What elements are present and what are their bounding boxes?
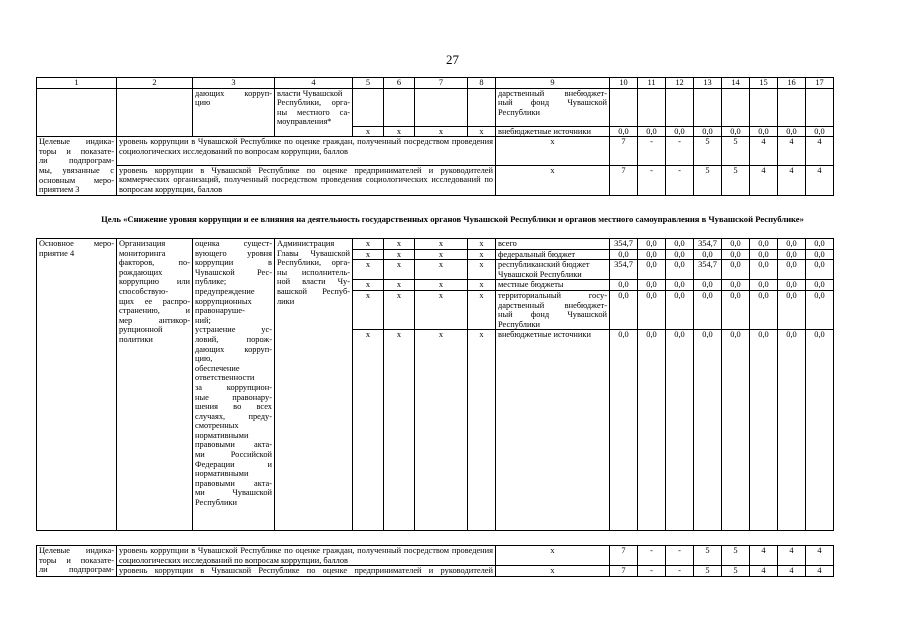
text-line: дарственный внебюджет- (498, 300, 607, 310)
x-mark: x (496, 165, 610, 195)
x-mark: x (468, 249, 496, 260)
funding-source (496, 249, 610, 260)
text-line: Администрация (277, 239, 335, 248)
event-task-cell (193, 239, 275, 531)
text-line: смотренных (195, 421, 239, 431)
value-cell: 4 (806, 566, 834, 577)
value-cell: 0,0 (694, 249, 722, 260)
indicator-text: уровень коррупции в Чувашской Республике по оценке граждан, полученный посредством проведения социологических исследований по вопросам коррупции, баллов (117, 137, 496, 166)
text-line: внебюджетные источники (498, 330, 591, 340)
value-cell: 7 (610, 566, 638, 577)
value-cell: 0,0 (778, 249, 806, 260)
value-cell: 0,0 (722, 260, 750, 280)
value-cell: 0,0 (638, 249, 666, 260)
funding-source (496, 330, 610, 531)
value-cell: 0,0 (806, 330, 834, 531)
continuation-row (37, 88, 834, 126)
col-header: 15 (750, 78, 778, 89)
value-cell: 0,0 (806, 280, 834, 291)
page-number: 27 (446, 52, 459, 67)
text-line: местные бюджеты (498, 280, 564, 290)
text-line: ми Российской (195, 450, 272, 460)
x-mark: x (468, 239, 496, 250)
value-cell: 5 (722, 137, 750, 166)
text-line: публике; (195, 277, 227, 287)
value-cell: 0,0 (666, 290, 694, 329)
text-line: ловий, порож- (195, 334, 272, 344)
value-cell: 5 (694, 566, 722, 577)
value-cell: 0,0 (750, 330, 778, 531)
value-cell: 0,0 (750, 280, 778, 291)
text-line: Чувашской Республики (498, 269, 582, 279)
x-mark: x (468, 260, 496, 280)
value-cell: 4 (778, 566, 806, 577)
text-line: Целевые индика- (39, 546, 114, 555)
text-line: коррупцию или (119, 277, 190, 287)
value-cell: 0,0 (778, 280, 806, 291)
text-line: нормативными (195, 469, 249, 479)
value-cell: 0,0 (778, 330, 806, 531)
value-cell: 0,0 (638, 260, 666, 280)
text-line: политики (119, 334, 153, 344)
text-line: цию (195, 98, 211, 108)
value-cell: 0,0 (778, 290, 806, 329)
value-cell: 0,0 (750, 126, 778, 137)
text-line: щих ее распро- (119, 296, 190, 306)
value-cell: 0,0 (610, 290, 638, 329)
x-mark: x (468, 280, 496, 291)
text-line: нормативными (195, 430, 249, 440)
x-mark: x (384, 249, 415, 260)
text-line: мониторинга (119, 248, 166, 258)
value-cell: 0,0 (806, 260, 834, 280)
text-line: рупционной (119, 325, 163, 335)
col-header: 7 (415, 78, 468, 89)
text-line: ны исполнитель- (277, 267, 350, 277)
target-row (37, 165, 834, 195)
text-line: оценка сущест- (195, 239, 272, 248)
x-mark: x (384, 260, 415, 280)
value-cell: 4 (806, 137, 834, 166)
text-line: дарственный внебюджет- (498, 88, 607, 98)
x-mark: x (384, 330, 415, 531)
value-cell: 0,0 (610, 249, 638, 260)
text-line: ответственности (195, 373, 255, 383)
text-line: факторов, по- (119, 258, 190, 268)
text-line: способствую- (119, 286, 169, 296)
value-cell: 0,0 (694, 280, 722, 291)
text-line: торы и показате- (39, 146, 114, 156)
x-mark: x (415, 249, 468, 260)
value-cell: 0,0 (638, 280, 666, 291)
value-cell: 0,0 (722, 330, 750, 531)
value-cell: 4 (750, 165, 778, 195)
value-cell: 0,0 (750, 239, 778, 250)
event-executor-cell (275, 239, 353, 531)
text-line: странению, и (119, 306, 190, 316)
text-line: всего (498, 239, 517, 248)
value-cell: - (666, 165, 694, 195)
x-mark: x (353, 126, 384, 137)
x-mark: x (415, 260, 468, 280)
target-row (37, 546, 834, 566)
value-cell: 4 (750, 566, 778, 577)
text-line: торы и показате- (39, 555, 114, 565)
col-header: 13 (694, 78, 722, 89)
text-line: Республики, орга- (277, 98, 350, 108)
text-line: вующего уровня (195, 248, 272, 258)
value-cell: 0,0 (610, 280, 638, 291)
value-cell: 0,0 (722, 280, 750, 291)
value-cell: 0,0 (666, 260, 694, 280)
x-mark: x (415, 290, 468, 329)
indicator-text: уровень коррупции в Чувашской Республике по оценке граждан, полученный посредством проведения социологических исследований по вопросам коррупции, баллов (117, 546, 496, 566)
text-line: предупреждение (195, 286, 255, 296)
value-cell: 5 (694, 165, 722, 195)
value-cell: 0,0 (638, 126, 666, 137)
x-mark: x (415, 280, 468, 291)
funding-source (496, 280, 610, 291)
col-header: 8 (468, 78, 496, 89)
budget-table-top (36, 77, 834, 196)
value-cell: 0,0 (806, 126, 834, 137)
value-cell: 0,0 (694, 330, 722, 531)
value-cell: 0,0 (778, 260, 806, 280)
funding-source: внебюджетные источники (496, 126, 610, 137)
value-cell: 0,0 (666, 249, 694, 260)
x-mark: x (353, 280, 384, 291)
text-line: ной власти Чу- (277, 277, 350, 287)
targets-label (37, 546, 117, 577)
value-cell: 0,0 (806, 249, 834, 260)
text-line: Организация (119, 239, 166, 248)
text-line: ны местного са- (277, 107, 350, 117)
value-cell: 4 (750, 546, 778, 566)
x-mark: x (468, 290, 496, 329)
col-header: 4 (275, 78, 353, 89)
col-header: 6 (384, 78, 415, 89)
x-mark: x (353, 330, 384, 531)
value-cell: 4 (778, 137, 806, 166)
x-mark: x (353, 290, 384, 329)
x-mark: x (384, 290, 415, 329)
col-header: 14 (722, 78, 750, 89)
x-mark: x (384, 126, 415, 137)
text-line: правовыми акта- (195, 478, 272, 488)
value-cell: 5 (722, 566, 750, 577)
goal-heading: Цель «Снижение уровня коррупции и ее влияния на деятельность государственных органов Чувашской Республики и органов местного самоуправления в Чувашской Республике» (101, 214, 804, 224)
value-cell: 0,0 (638, 330, 666, 531)
text-line: дающих корруп- (195, 88, 272, 98)
col-header: 5 (353, 78, 384, 89)
event-name-cell (117, 239, 193, 531)
text-line: ли подпрограм- (39, 156, 114, 166)
value-cell: 5 (722, 546, 750, 566)
text-line: дающих корруп- (195, 344, 272, 354)
value-cell: 0,0 (610, 330, 638, 531)
value-cell: 7 (610, 165, 638, 195)
indicator-text: уровень коррупции в Чувашской Республике по оценке предпринимателей и руководителей (117, 566, 496, 577)
value-cell: 5 (694, 137, 722, 166)
x-mark: x (353, 260, 384, 280)
text-line: приятием 3 (39, 185, 80, 195)
value-cell: 0,0 (750, 260, 778, 280)
value-cell: 0,0 (806, 290, 834, 329)
text-line: рождающих (119, 267, 163, 277)
x-mark: x (384, 280, 415, 291)
value-cell: 4 (750, 137, 778, 166)
value-cell: 0,0 (666, 280, 694, 291)
text-line: ми Чувашской (195, 488, 272, 498)
x-mark: x (353, 249, 384, 260)
value-cell: 4 (806, 546, 834, 566)
text-line: коррупции в (195, 258, 272, 268)
value-cell: 354,7 (694, 239, 722, 250)
value-cell: 4 (778, 546, 806, 566)
text-line: моуправления* (277, 117, 332, 127)
target-row (37, 137, 834, 166)
text-line: Чувашской Рес- (195, 267, 272, 277)
text-line: устранение ус- (195, 325, 272, 335)
continued-source-cell (496, 88, 610, 126)
text-line: приятие 4 (39, 248, 75, 258)
col-header: 1 (37, 78, 117, 89)
x-mark: x (415, 330, 468, 531)
text-line: лики (277, 296, 295, 306)
x-mark: x (468, 126, 496, 137)
text-line: Главы Чувашской (277, 248, 350, 258)
value-cell: 5 (722, 165, 750, 195)
value-cell: - (638, 566, 666, 577)
value-cell: 0,0 (610, 126, 638, 137)
funding-source (496, 260, 610, 280)
value-cell: 0,0 (638, 290, 666, 329)
continued-task-cell (193, 88, 275, 137)
text-line: ный фонд Чувашской (498, 310, 607, 320)
value-cell: 354,7 (610, 260, 638, 280)
budget-table-event4 (36, 238, 834, 531)
value-cell: 0,0 (722, 290, 750, 329)
text-line: вашской Респуб- (277, 286, 350, 296)
col-header: 12 (666, 78, 694, 89)
value-cell: - (638, 546, 666, 566)
value-cell: 354,7 (694, 260, 722, 280)
value-cell: 0,0 (666, 239, 694, 250)
value-cell: 0,0 (722, 239, 750, 250)
value-cell: 4 (778, 165, 806, 195)
text-line: федеральный бюджет (498, 249, 576, 259)
text-line: мы, увязанные с (39, 165, 114, 175)
event-title-cell (37, 239, 117, 531)
funding-source (496, 239, 610, 250)
value-cell: 0,0 (722, 126, 750, 137)
targets-label (37, 137, 117, 196)
text-line: Целевые индика- (39, 137, 114, 147)
col-header: 11 (638, 78, 666, 89)
value-cell: 4 (806, 165, 834, 195)
funding-row (37, 239, 834, 250)
value-cell: 0,0 (806, 239, 834, 250)
x-mark: x (353, 239, 384, 250)
col-header: 9 (496, 78, 610, 89)
value-cell: 0,0 (750, 249, 778, 260)
text-line: Основное меро- (39, 239, 114, 248)
text-line: Республики (498, 319, 541, 329)
text-line: Республики (195, 498, 238, 508)
x-mark: x (415, 239, 468, 250)
text-line: территориальный госу- (498, 290, 607, 300)
text-line: власти Чувашской (277, 88, 343, 98)
value-cell: 7 (610, 546, 638, 566)
col-header: 17 (806, 78, 834, 89)
x-mark: x (496, 566, 610, 577)
text-line: коррупционных (195, 296, 252, 306)
value-cell: - (638, 165, 666, 195)
target-row (37, 566, 834, 577)
column-number-row (37, 78, 834, 89)
value-cell: 5 (694, 546, 722, 566)
value-cell: - (666, 546, 694, 566)
text-line: цию, (195, 354, 213, 364)
value-cell: 0,0 (750, 290, 778, 329)
x-mark: x (496, 137, 610, 166)
text-line: ные правонару- (195, 392, 272, 402)
col-header: 3 (193, 78, 275, 89)
text-line: случаях, преду- (195, 411, 272, 421)
value-cell: 7 (610, 137, 638, 166)
value-cell: - (638, 137, 666, 166)
text-line: республиканский бюджет (498, 260, 590, 270)
value-cell: - (666, 137, 694, 166)
text-line: за коррупцион- (195, 382, 272, 392)
text-line: основным меро- (39, 175, 114, 185)
text-line: ний; (195, 315, 211, 325)
col-header: 2 (117, 78, 193, 89)
text-line: ный фонд Чувашской (498, 98, 607, 108)
value-cell: 0,0 (666, 330, 694, 531)
indicator-text: уровень коррупции в Чувашской Республике по оценке предпринимателей и руководителей коммерческих организаций, полученный посредством проведения социологических исследований по вопросам коррупции, баллов (117, 165, 496, 195)
text-line: Республики, орга- (277, 258, 350, 268)
text-line: обеспечение (195, 363, 240, 373)
x-mark: x (468, 330, 496, 531)
value-cell: 0,0 (778, 126, 806, 137)
funding-source (496, 290, 610, 329)
value-cell: 0,0 (722, 249, 750, 260)
x-mark: x (384, 239, 415, 250)
value-cell: 354,7 (610, 239, 638, 250)
text-line: Республики (498, 107, 541, 117)
col-header: 10 (610, 78, 638, 89)
text-line: Федерации и (195, 459, 272, 469)
value-cell: 0,0 (638, 239, 666, 250)
text-line: шения во всех (195, 402, 272, 412)
value-cell: 0,0 (694, 126, 722, 137)
value-cell: 0,0 (666, 126, 694, 137)
value-cell: - (666, 566, 694, 577)
continued-executor-cell (275, 88, 353, 137)
value-cell: 0,0 (694, 290, 722, 329)
x-mark: x (496, 546, 610, 566)
text-line: правовыми акта- (195, 440, 272, 450)
text-line: мер антикор- (119, 315, 190, 325)
text-line: ли подпрограм- (39, 565, 114, 575)
col-header: 16 (778, 78, 806, 89)
targets-table-event4 (36, 545, 834, 577)
text-line: правонаруше- (195, 306, 245, 316)
value-cell: 0,0 (778, 239, 806, 250)
x-mark: x (415, 126, 468, 137)
